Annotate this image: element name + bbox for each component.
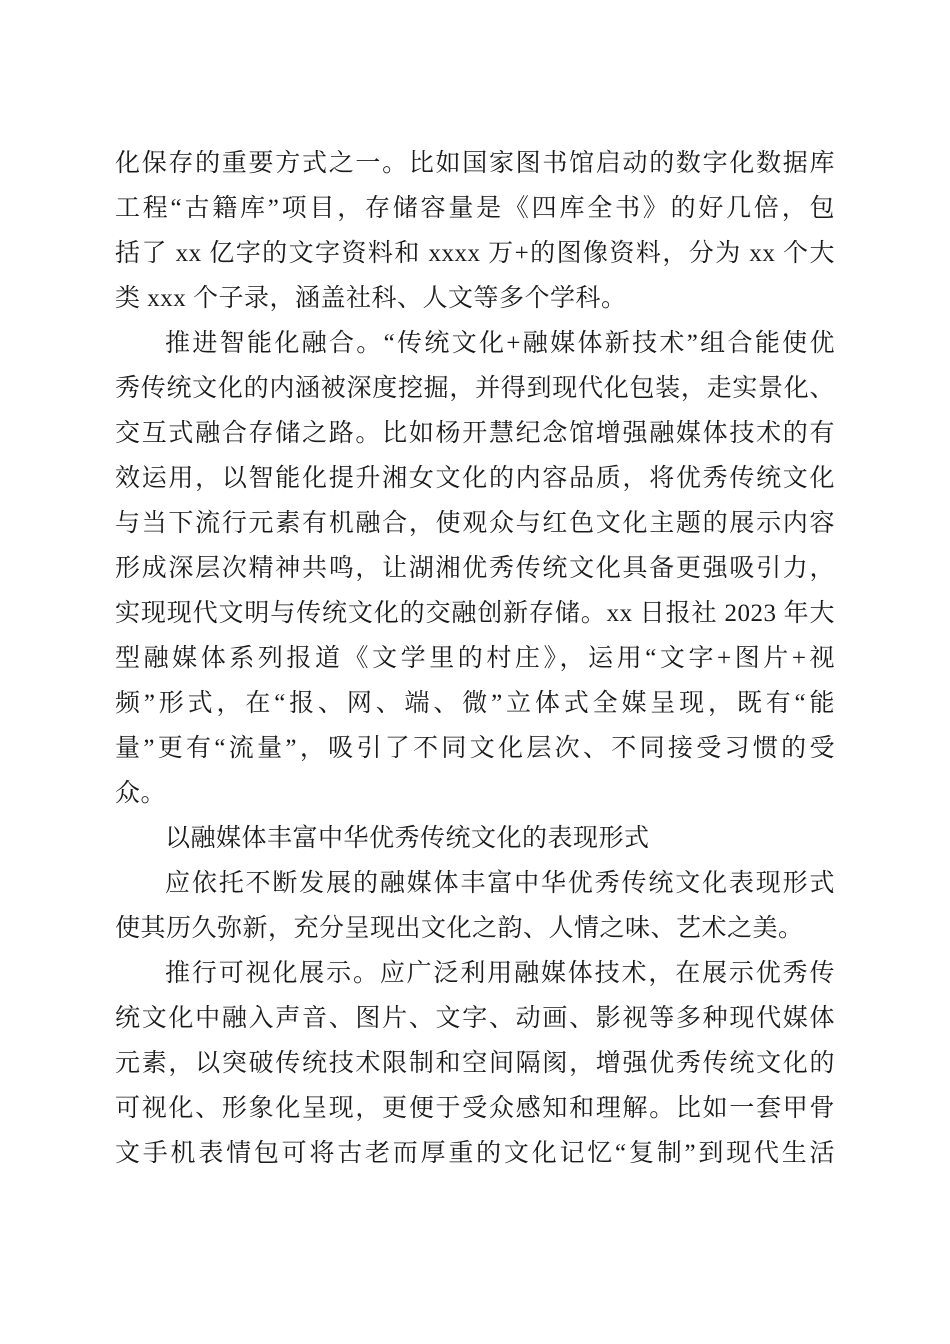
text-line: 实现现代文明与传统文化的交融创新存储。xx 日报社 2023 年大 (115, 600, 835, 627)
text-line: 化保存的重要方式之一。比如国家图书馆启动的数字化数据库 (115, 150, 835, 177)
text-line: 工程“古籍库”项目，存储容量是《四库全书》的好几倍，包 (115, 195, 835, 222)
text-line: 量”更有“流量”，吸引了不同文化层次、不同接受习惯的受 (115, 735, 835, 762)
text-line: 秀传统文化的内涵被深度挖掘，并得到现代化包装，走实景化、 (115, 375, 835, 402)
text-line: 括了 xx 亿字的文字资料和 xxxx 万+的图像资料，分为 xx 个大 (115, 240, 835, 267)
text-line: 型融媒体系列报道《文学里的村庄》，运用“文字+图片+视 (115, 645, 835, 672)
text-line: 统文化中融入声音、图片、文字、动画、影视等多种现代媒体 (115, 1005, 835, 1032)
text-line: 文手机表情包可将古老而厚重的文化记忆“复制”到现代生活 (115, 1140, 835, 1167)
text-line: 元素，以突破传统技术限制和空间隔阂，增强优秀传统文化的 (115, 1050, 835, 1077)
text-line: 形成深层次精神共鸣，让湖湘优秀传统文化具备更强吸引力， (115, 555, 835, 582)
text-line: 与当下流行元素有机融合，使观众与红色文化主题的展示内容 (115, 510, 835, 537)
text-line: 频”形式，在“报、网、端、微”立体式全媒呈现，既有“能 (115, 690, 835, 717)
text-line: 应依托不断发展的融媒体丰富中华优秀传统文化表现形式 (165, 870, 835, 897)
section-subheading: 以融媒体丰富中华优秀传统文化的表现形式 (165, 825, 650, 852)
text-line: 众。 (115, 780, 167, 807)
text-line: 交互式融合存储之路。比如杨开慧纪念馆增强融媒体技术的有 (115, 420, 835, 447)
text-line: 使其历久弥新，充分呈现出文化之韵、人情之味、艺术之美。 (115, 915, 804, 942)
text-line: 可视化、形象化呈现，更便于受众感知和理解。比如一套甲骨 (115, 1095, 835, 1122)
text-line: 类 xxx 个子录，涵盖社科、人文等多个学科。 (115, 285, 627, 312)
text-line: 效运用，以智能化提升湘女文化的内容品质，将优秀传统文化 (115, 465, 835, 492)
text-line: 推行可视化展示。应广泛利用融媒体技术，在展示优秀传 (165, 960, 835, 987)
text-line: 推进智能化融合。“传统文化+融媒体新技术”组合能使优 (165, 330, 835, 357)
